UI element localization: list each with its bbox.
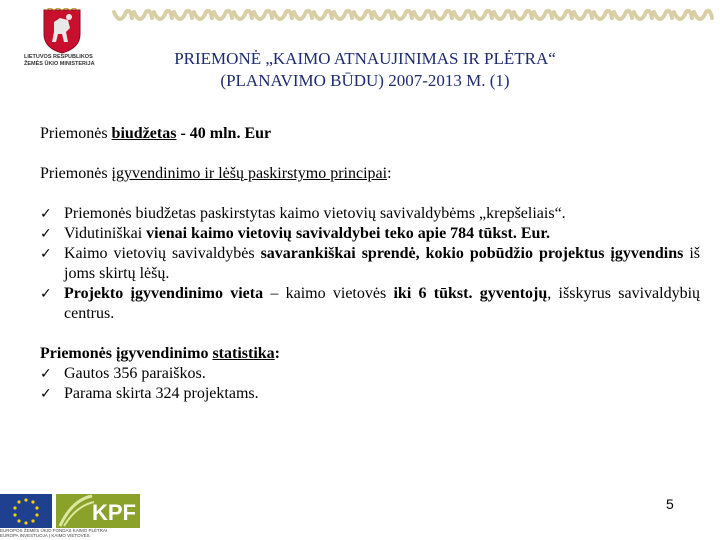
checkmark-icon: ✓ [40, 286, 52, 302]
ornament-swirl [674, 11, 692, 19]
principle-text: iš joms skirtų lėšų. [64, 245, 700, 282]
principle-text: Vidutiniškai [64, 225, 147, 242]
list-item [40, 364, 700, 384]
ornament-swirl [634, 11, 652, 19]
statistic-text: Parama skirta 324 projektams. [64, 385, 259, 402]
principles-list [40, 204, 700, 324]
ornament-swirl [214, 11, 232, 19]
ornament-swirl [654, 11, 672, 19]
checkmark-icon: ✓ [40, 366, 52, 382]
budget-prefix: Priemonės [40, 125, 112, 142]
principle-text: – kaimo vietovės [263, 285, 394, 302]
ornament-swirl [594, 11, 612, 19]
footer-caption-line1: EUROPOS ŽEMĖS ŪKIO FONDAS KAIMO PLĖTRAI [0, 528, 108, 533]
ornament-swirl [114, 11, 132, 19]
principle-bold: vienai kaimo vietovių savivaldybei teko apie 784 tūkst. Eur. [146, 225, 551, 242]
footer-caption [0, 528, 142, 538]
principle-text: Kaimo vietovių savivaldybės [64, 245, 261, 262]
ornament-swirl [394, 11, 412, 19]
principle-bold: Projekto įgyvendinimo vieta [64, 285, 264, 302]
statistics-list [40, 364, 700, 404]
ornament-swirl [154, 11, 172, 19]
principle-bold: savarankiškai sprendė, kokio pobūdžio projektus įgyvendins [260, 245, 684, 262]
statistics-heading [40, 344, 700, 364]
slide-title-line1: PRIEMONĖ „KAIMO ATNAUJINIMAS IR PLĖTRA“ [174, 49, 556, 68]
checkmark-icon: ✓ [40, 246, 52, 262]
ornament-swirl [274, 11, 292, 19]
slide-title-line2: (PLANAVIMO BŪDU) 2007-2013 M. (1) [220, 71, 510, 90]
ministry-name-line2: ŽEMĖS ŪKIO MINISTERIJA [24, 60, 95, 67]
ornament-swirl [374, 11, 392, 19]
ornament-swirl [354, 11, 372, 19]
ornament-swirl [234, 11, 252, 19]
checkmark-icon: ✓ [40, 386, 52, 402]
principles-heading [40, 164, 700, 184]
principle-text: Priemonės biudžetas paskirstytas kaimo vietovių savivaldybėms „krepšeliais“. [64, 205, 566, 222]
ornament-border [110, 6, 716, 34]
slide-title [130, 48, 600, 92]
checkmark-icon: ✓ [40, 226, 52, 242]
checkmark-icon: ✓ [40, 206, 52, 222]
principles-prefix: Priemonės [40, 165, 112, 182]
eu-flag-icon [0, 490, 140, 528]
budget-line [40, 124, 700, 144]
list-item [40, 384, 700, 404]
kpf-logo-text: KPF [92, 500, 136, 525]
ministry-logo [14, 8, 114, 80]
ornament-swirl [314, 11, 332, 19]
statistic-text: Gautos 356 paraiškos. [64, 365, 206, 382]
ornament-swirl [414, 11, 432, 19]
ornament-swirl [134, 11, 152, 19]
budget-link[interactable]: biudžetas [111, 125, 177, 142]
ornament-swirl [174, 11, 192, 19]
list-item [40, 204, 700, 224]
ornament-swirl [194, 11, 212, 19]
page-number: 5 [666, 496, 674, 512]
list-item [40, 244, 700, 284]
principles-suffix: : [387, 165, 392, 182]
ministry-name-line1: LIETUVOS RESPUBLIKOS [24, 54, 93, 60]
ornament-swirl [254, 11, 272, 19]
ornament-swirl [334, 11, 352, 19]
budget-value: - 40 mln. Eur [176, 125, 272, 142]
statistics-suffix: : [274, 345, 280, 362]
principle-text: , išskyrus savivaldybių centrus. [64, 285, 701, 322]
ornament-swirl [514, 11, 532, 19]
ornament-swirl [614, 11, 632, 19]
principles-link[interactable]: įgyvendinimo ir lėšų paskirstymo principai [111, 165, 388, 182]
statistics-prefix: Priemonės įgyvendinimo [40, 345, 213, 362]
ornament-swirl [574, 11, 592, 19]
ornament-swirl [494, 11, 512, 19]
footer-caption-line2: EUROPA INVESTUOJA Į KAIMO VIETOVES [0, 533, 90, 538]
ornament-swirl [554, 11, 572, 19]
ornament-swirl [454, 11, 472, 19]
ornament-swirl [474, 11, 492, 19]
principle-bold: iki 6 tūkst. gyventojų [393, 285, 548, 302]
statistics-link[interactable]: statistika [212, 345, 275, 362]
slide-body [40, 124, 700, 404]
ornament-swirl [434, 11, 452, 19]
list-item [40, 284, 700, 324]
ornament-swirl [294, 11, 312, 19]
ministry-name [14, 54, 124, 67]
list-item [40, 224, 700, 244]
ornament-swirl [534, 11, 552, 19]
ornament-swirl [694, 11, 712, 19]
coat-of-arms-icon [42, 8, 82, 54]
